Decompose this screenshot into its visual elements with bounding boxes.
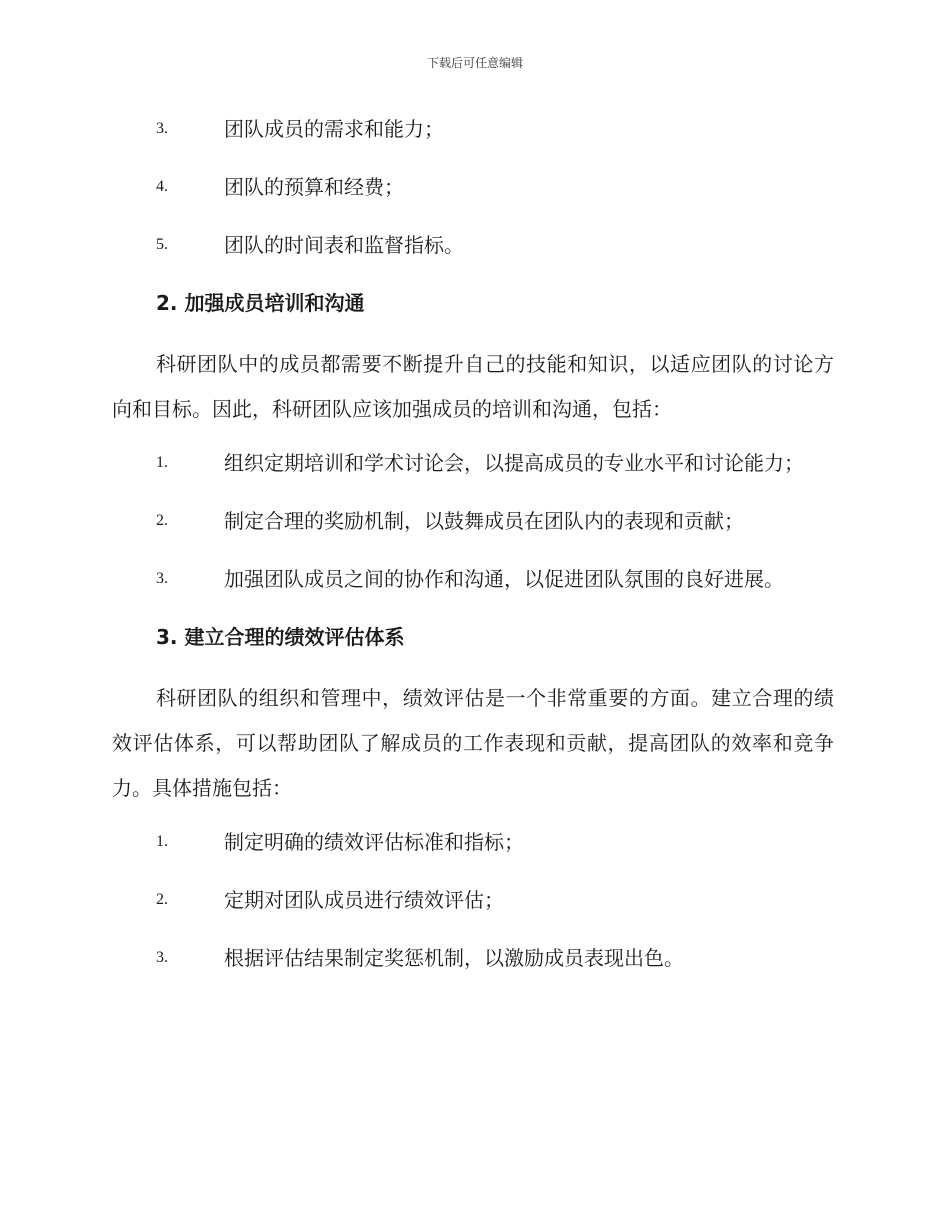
list-text: 根据评估结果制定奖惩机制，以激励成员表现出色。 bbox=[224, 946, 684, 970]
list-text: 团队成员的需求和能力； bbox=[224, 117, 444, 141]
section-paragraph: 科研团队的组织和管理中，绩效评估是一个非常重要的方面。建立合理的绩效评估体系，可以帮助团队了解成员的工作表现和贡献，提高团队的效率和竞争力。具体措施包括： bbox=[112, 686, 834, 800]
list-number: 2. bbox=[156, 512, 168, 529]
list-number: 5. bbox=[156, 236, 168, 253]
list-text: 团队的预算和经费； bbox=[224, 175, 404, 199]
document-body bbox=[112, 110, 834, 997]
list-item bbox=[112, 110, 834, 148]
list-text: 定期对团队成员进行绩效评估； bbox=[224, 888, 504, 912]
list-number: 1. bbox=[156, 833, 168, 850]
list-text: 加强团队成员之间的协作和沟通，以促进团队氛围的良好进展。 bbox=[224, 567, 784, 591]
list-text: 组织定期培训和学术讨论会，以提高成员的专业水平和讨论能力； bbox=[224, 451, 804, 475]
list-item bbox=[112, 168, 834, 206]
list-item bbox=[112, 560, 834, 598]
list-item bbox=[112, 939, 834, 977]
list-item bbox=[112, 881, 834, 919]
list-number: 2. bbox=[156, 891, 168, 908]
list-number: 4. bbox=[156, 178, 168, 195]
list-number: 1. bbox=[156, 454, 168, 471]
section-heading: 2. 加强成员培训和沟通 bbox=[156, 291, 365, 315]
list-item bbox=[112, 444, 834, 482]
list-text: 制定明确的绩效评估标准和指标； bbox=[224, 830, 524, 854]
list-number: 3. bbox=[156, 120, 168, 137]
list-text: 团队的时间表和监督指标。 bbox=[224, 233, 464, 257]
section-paragraph: 科研团队中的成员都需要不断提升自己的技能和知识，以适应团队的讨论方向和目标。因此，科研团队应该加强成员的培训和沟通，包括： bbox=[112, 352, 834, 421]
list-item bbox=[112, 226, 834, 264]
header-note: 下载后可任意编辑 bbox=[426, 56, 523, 70]
list-number: 3. bbox=[156, 570, 168, 587]
list-text: 制定合理的奖励机制，以鼓舞成员在团队内的表现和贡献； bbox=[224, 509, 744, 533]
list-item bbox=[112, 823, 834, 861]
section-heading: 3. 建立合理的绩效评估体系 bbox=[156, 625, 405, 649]
list-number: 3. bbox=[156, 949, 168, 966]
list-item bbox=[112, 502, 834, 540]
